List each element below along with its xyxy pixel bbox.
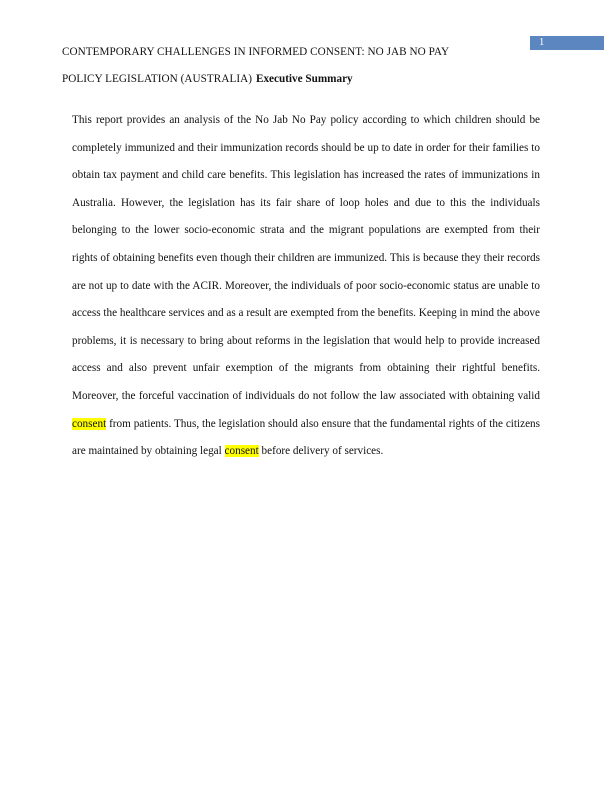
body-text-part-1: This report provides an analysis of the No Jab No Pay policy according to which children should be completely immunized and their immunization records should be up to date in order for their families to obtain tax payment and child care benefits. This legislation has increased the rates of immunizations in Australia. However, the legislation has its fair share of loop holes and due to this the individuals belonging to the lower socio-economic strata and the migrant populations are exempted from their rights of obtaining benefits even though their children are immunized. This is because they their records are not up to date with the ACIR. Moreover, the individuals of poor socio-economic status are unable to access the healthcare services and as a result are exempted from the benefits. Keeping in mind the above problems, it is necessary to bring about reforms in the legislation that would help to provide increased access and also prevent unfair exemption of the migrants from obtaining their rightful benefits. Moreover, the forceful vaccination of individuals do not follow the law associated with obtaining valid: [72, 114, 540, 402]
body-paragraph: [72, 107, 540, 466]
page-number: 1: [530, 36, 604, 50]
section-title: Executive Summary: [256, 73, 353, 85]
running-head-line-2: POLICY LEGISLATION (AUSTRALIA): [62, 73, 253, 85]
running-head-line-1: CONTEMPORARY CHALLENGES IN INFORMED CONSENT: NO JAB NO PAY: [62, 46, 450, 58]
highlighted-term: consent: [224, 445, 259, 458]
body-text-part-3: before delivery of services.: [258, 445, 384, 458]
highlighted-term: consent: [72, 417, 107, 430]
body-text-part-2: from patients. Thus, the legislation should also ensure that the fundamental rights of the citizens are maintained by obtaining legal: [72, 417, 540, 458]
